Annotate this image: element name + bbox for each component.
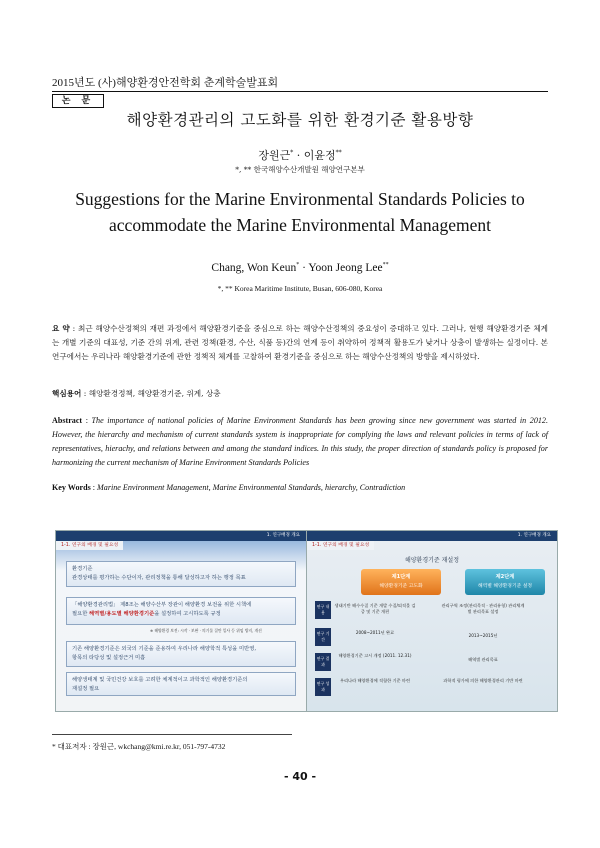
slide-box-need [66, 672, 296, 696]
korean-author-2-mark: ** [335, 149, 342, 157]
page-number: - 40 - [283, 770, 317, 783]
korean-abstract: 요 약 : 최근 해양수산정책의 재편 과정에서 해양환경기준을 중심으로 하는 해양수산정책의 중요성이 증대하고 있다. 그러나, 현행 해양환경기준 체계는 개별 기준의 대표성, 기준 간의 위계, 관련 정책(환경, 수산, 식품 등)간의 연계 등이 취약하여 정책적 활용도가 낮거나 상충이 발생하는 실정이다. 본 연구에서는 우리나라 해양환경기준에 관한 정책적 체계를 고찰하여 환경기준을 중심으로 하는 해양수산정책의 방향을 제시하였다. [52, 324, 548, 361]
english-author-2-mark: ** [382, 262, 389, 269]
slide-box-law [66, 597, 296, 625]
korean-author-2: 이윤정 [303, 149, 336, 162]
korean-abstract-text: 최근 해양수산정책의 재편 과정에서 해양환경기준을 중심으로 하는 해양수산정책의 중요성이 증대하고 있다. 그러나, 현행 해양환경기준 체계는 개별 기준의 대표성, 기준 간의 위계, 관련 정책(환경, 수산, 식품 등)간의 연계 등이 취약하여 정책적 활용도가 낮거나 상충이 발생하는 실정이다. 본 연구에서는 우리나라 해양환경기준에 관한 정책적 체계를 고찰하여 환경기준을 중심으로 하는 해양수산정책의 방향을 제시하였다. [52, 324, 548, 361]
footnote-rule [52, 734, 292, 735]
box-line: 환경기준 [72, 566, 93, 572]
footnote: * 대표저자 : 장원근, wkchang@kmi.re.kr, 051-797-4732 [52, 742, 226, 751]
slide-page-tag: 1. 연구배경 개요 [517, 533, 551, 538]
box-text: 필요한 [72, 611, 90, 617]
slide-topbar [307, 531, 557, 541]
stage-1 [361, 569, 441, 595]
slide-note: ※ 해양환경 보전: 시작 · 보완 · 의기물 질만 일사 등 위임 방지, 개선 [150, 628, 262, 633]
highlight-text: 해역별/용도별 해양환경기준 [89, 611, 155, 617]
paper-type-badge: 논 문 [52, 94, 104, 108]
korean-author-1: 장원근 [258, 149, 291, 162]
slide-subheader: 1-1. 연구의 배경 및 필요성 [307, 541, 374, 550]
korean-authors [0, 147, 600, 163]
korean-author-1-mark: * [290, 149, 294, 157]
korean-abstract-label: 요 약 [52, 324, 70, 333]
header-rule [52, 91, 548, 92]
box-line: 기존 해양환경기준은 외국의 기준을 준용하여 우리나라 해양학적 특성을 미반영, [72, 646, 257, 652]
conference-header: 2015년도 (사)해양환경안전학회 춘계학술발표회 [52, 77, 279, 89]
stage-2 [465, 569, 545, 595]
english-keywords-text: Marine Environment Management, Marine Environmental Standards, hierarchy, Contradiction [97, 483, 406, 492]
box-text: 을 설정하여 고시하도록 규정 [154, 611, 221, 617]
korean-title: 해양환경관리의 고도화를 위한 환경기준 활용방향 [126, 111, 474, 129]
english-abstract-text: The importance of national policies of Marine Environment Standards has been growing since new government was started in 2012. However, the hierarchy and mechanism of current standards system is inappropriate for complying the laws and relevant policies in terms of lack of representatives, hierachy, and relations between and among the standard indices. In this study, the proper direction of standards policy is proposed for harmonizing the current mechanism of Marine Environment Standards Policies [52, 416, 548, 467]
slide-page-tag: 1. 연구배경 개요 [266, 533, 300, 538]
box-line: 항목의 타당성 및 설정근거 미흡 [72, 655, 146, 661]
box-line [72, 610, 290, 619]
english-authors [0, 262, 600, 274]
english-title: Suggestions for the Marine Environmental Standards Policies to accommodate the Marine Environmental Management [75, 189, 525, 235]
row-label: 연구 성과 [315, 678, 331, 696]
stage-2-name: 제2단계 [495, 574, 515, 580]
korean-keywords-label: 핵심용어 [52, 389, 82, 398]
english-author-1: Chang, Won Keun [211, 262, 297, 274]
slide-subheader: 1-1. 연구의 배경 및 필요성 [56, 541, 123, 550]
stage-1-desc: 해양환경기준 고도화 [379, 584, 423, 589]
korean-keywords-text: 해양환경정책, 해양환경기준, 위계, 상충 [88, 389, 221, 398]
english-abstract-label: Abstract [52, 416, 83, 425]
row-left-text: 우리나라 해양환경에 적합한 기준 마련 [339, 678, 411, 683]
row-label: 연구 기간 [315, 628, 331, 646]
row-left-text: 2008~2011년 완료 [355, 630, 395, 635]
row-right-text: 2013~2015년 [468, 633, 498, 638]
row-left-text: 생태기반 해수수질 기준 개발 수질/퇴적물 검증 및 기준 개편 [334, 603, 416, 614]
row-left-text: 해양환경기준 고시 개정 (2011. 12.31) [338, 653, 412, 658]
box-line: 해양생태계 및 국민건강 보호를 고려한 체계적이고 과학적인 해양환경기준의 [72, 677, 248, 683]
slide-topbar [56, 531, 306, 541]
english-keywords: Key Words : Marine Environment Management, Marine Environmental Standards, hierarchy, Contradiction [52, 483, 406, 492]
row-label: 연구 결과 [315, 653, 331, 671]
english-author-separator: · [299, 262, 309, 274]
slide-box-existing [66, 641, 296, 667]
slide-background-necessity [55, 530, 307, 712]
box-line: 관경상태를 평가하는 수단이자, 관리정책을 통해 달성하고자 하는 행정 목표 [72, 575, 246, 581]
korean-affiliation: *, ** 한국해양수산개발원 해양연구본부 [235, 165, 365, 174]
english-affiliation: *, ** Korea Maritime Institute, Busan, 606-080, Korea [217, 284, 383, 293]
row-right-text: 해역별 관리목표 [468, 657, 498, 662]
english-keywords-label: Key Words [52, 483, 91, 492]
slide-title: 해양환경기준 재설정 [404, 557, 460, 564]
stage-2-desc: 해역별 해양환경기준 설정 [477, 584, 533, 589]
box-line: 「해양환경관리법」 제8조는 해양수산부 장관이 해양환경 보전을 위한 시책에 [72, 602, 252, 608]
korean-keywords: 핵심용어 : 해양환경정책, 해양환경기준, 위계, 상충 [52, 389, 221, 398]
row-right-text: 과학적 평가에 의한 해양환경관리 기반 마련 [443, 678, 523, 683]
stage-1-name: 제1단계 [391, 574, 411, 580]
box-line: 재설정 필요 [72, 686, 100, 692]
slide-box-standards [66, 561, 296, 587]
author-separator: · [293, 149, 304, 162]
slide-standards-reset [306, 530, 558, 712]
row-right-text: 관리구역 조정(관리목적 · 관리유형) 관리체계별 관리목표 설정 [441, 603, 525, 614]
english-author-2: Yoon Jeong Lee [308, 262, 383, 274]
english-author-1-mark: * [296, 262, 300, 269]
row-label: 연구 내용 [315, 601, 331, 619]
english-abstract: Abstract : The importance of national policies of Marine Environment Standards has been growing since new government was started in 2012. However, the hierarchy and mechanism of current standards system is inappropriate for complying the laws and relevant policies in terms of lack of representatives, hierachy, and relations between and among the standard indices. In this study, the proper direction of standards policy is proposed for harmonizing the current mechanism of Marine Environment Standards Policies [52, 416, 548, 467]
